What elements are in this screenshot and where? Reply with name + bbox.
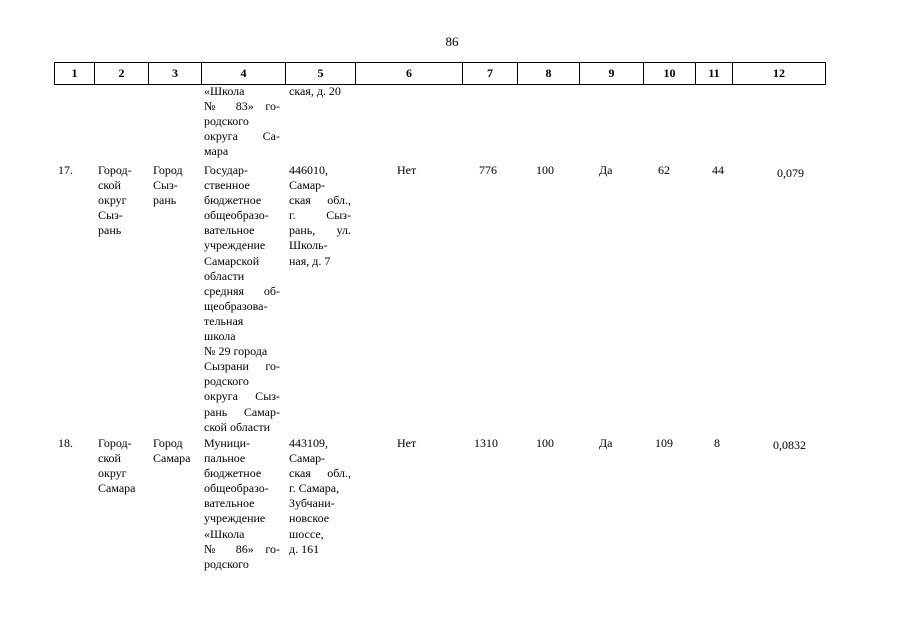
row-18-number: 18.: [58, 436, 73, 450]
text-line: округ: [98, 193, 127, 208]
text-line: ная, д. 7: [289, 253, 331, 268]
column-number-1: 1: [55, 63, 95, 85]
column-number-5: 5: [286, 63, 356, 85]
column-number-10: 10: [644, 63, 696, 85]
text-line: Самара: [98, 481, 136, 496]
text-line: Сыз-: [153, 178, 178, 193]
text-line: родского: [204, 374, 249, 389]
row-18-city: [153, 436, 199, 466]
text-line: средняя об-: [204, 283, 280, 298]
text-line: ской: [98, 178, 121, 193]
text-line: вательное: [204, 496, 255, 511]
text-line: «Школа: [204, 526, 245, 541]
text-line: ственное: [204, 178, 250, 193]
text-line: д. 161: [289, 541, 320, 556]
row-17-col9: Да: [599, 163, 613, 177]
text-line: учреждение: [204, 511, 266, 526]
row-17-col8: 100: [536, 163, 554, 177]
text-line: Школь-: [289, 238, 328, 253]
header-row: [55, 63, 826, 85]
text-line: № 83» го-: [204, 99, 280, 114]
row-18-col6: Нет: [397, 436, 417, 450]
text-line: Самара: [153, 451, 191, 466]
text-line: Муници-: [204, 436, 251, 450]
text-line: Зубчани-: [289, 496, 335, 511]
text-line: г. Самара,: [289, 481, 340, 496]
text-line: ская обл.,: [289, 193, 351, 208]
row-18-col9: Да: [599, 436, 613, 450]
row-17-col10: 62: [658, 163, 670, 177]
row-18-col7: 1310: [474, 436, 498, 450]
text-line: тельная: [204, 313, 244, 328]
column-number-6: 6: [356, 63, 463, 85]
text-line: округа Са-: [204, 129, 280, 144]
text-line: общеобразо-: [204, 481, 269, 496]
row-17-col6: Нет: [397, 163, 417, 177]
column-number-3: 3: [149, 63, 202, 85]
text-line: рань, ул.: [289, 223, 351, 238]
text-line: учреждение: [204, 238, 266, 253]
column-number-4: 4: [202, 63, 286, 85]
text-line: Город-: [98, 436, 132, 450]
text-line: округ: [98, 466, 127, 481]
text-line: Город-: [98, 163, 132, 177]
text-line: Государ-: [204, 163, 249, 177]
text-line: 446010,: [289, 163, 328, 177]
text-line: мара: [204, 144, 229, 159]
text-line: Город: [153, 436, 183, 450]
row-18-district: [98, 436, 148, 496]
text-line: № 29 города: [204, 344, 268, 359]
text-line: Сызрани го-: [204, 359, 280, 374]
text-line: ская, д. 20: [289, 84, 341, 98]
text-line: вательное: [204, 223, 255, 238]
text-line: бюджетное: [204, 466, 262, 481]
text-line: округа Сыз-: [204, 389, 280, 404]
row-18-col10: 109: [655, 436, 673, 450]
text-line: ской: [98, 451, 121, 466]
text-line: Самар-: [289, 178, 326, 193]
text-line: родского: [204, 114, 249, 129]
text-line: 443109,: [289, 436, 328, 450]
column-number-9: 9: [580, 63, 644, 85]
row-18-col8: 100: [536, 436, 554, 450]
column-number-12: 12: [733, 63, 826, 85]
row-17-address: [289, 163, 351, 269]
row-18-institution-name: [204, 436, 280, 572]
text-line: шоссе,: [289, 526, 324, 541]
row-17-institution-name: [204, 163, 280, 435]
text-line: Город: [153, 163, 183, 177]
text-line: № 86» го-: [204, 541, 280, 556]
row-17-col11: 44: [712, 163, 724, 177]
row-17-col7: 776: [479, 163, 497, 177]
row-18-col11: 8: [714, 436, 720, 450]
row-18-col12: 0,0832: [773, 438, 806, 452]
column-number-11: 11: [696, 63, 733, 85]
text-line: рань: [98, 223, 122, 238]
text-line: Сыз-: [98, 208, 123, 223]
text-line: общеобразо-: [204, 208, 269, 223]
row-17-city: [153, 163, 197, 208]
text-line: Самарской: [204, 253, 260, 268]
row-17-number: 17.: [58, 163, 73, 177]
text-line: «Школа: [204, 84, 245, 98]
text-line: новское: [289, 511, 330, 526]
column-number-8: 8: [518, 63, 580, 85]
text-line: пальное: [204, 451, 246, 466]
text-line: школа: [204, 329, 236, 344]
text-line: щеобразова-: [204, 298, 268, 313]
text-line: бюджетное: [204, 193, 262, 208]
text-line: родского: [204, 556, 249, 571]
row-18-address: [289, 436, 351, 557]
continuation-address: [289, 84, 351, 99]
column-number-7: 7: [463, 63, 518, 85]
column-number-2: 2: [95, 63, 149, 85]
text-line: ская обл.,: [289, 466, 351, 481]
continuation-institution-name: [204, 84, 280, 159]
page-number: 86: [445, 34, 459, 49]
text-line: Самар-: [289, 451, 326, 466]
row-17-col12: 0,079: [777, 166, 804, 180]
text-line: рань Самар-: [204, 404, 280, 419]
text-line: рань: [153, 193, 177, 208]
text-line: ской области: [204, 419, 271, 434]
text-line: области: [204, 268, 245, 283]
row-17-district: [98, 163, 146, 238]
column-header-table: [54, 62, 826, 85]
text-line: г. Сыз-: [289, 208, 351, 223]
